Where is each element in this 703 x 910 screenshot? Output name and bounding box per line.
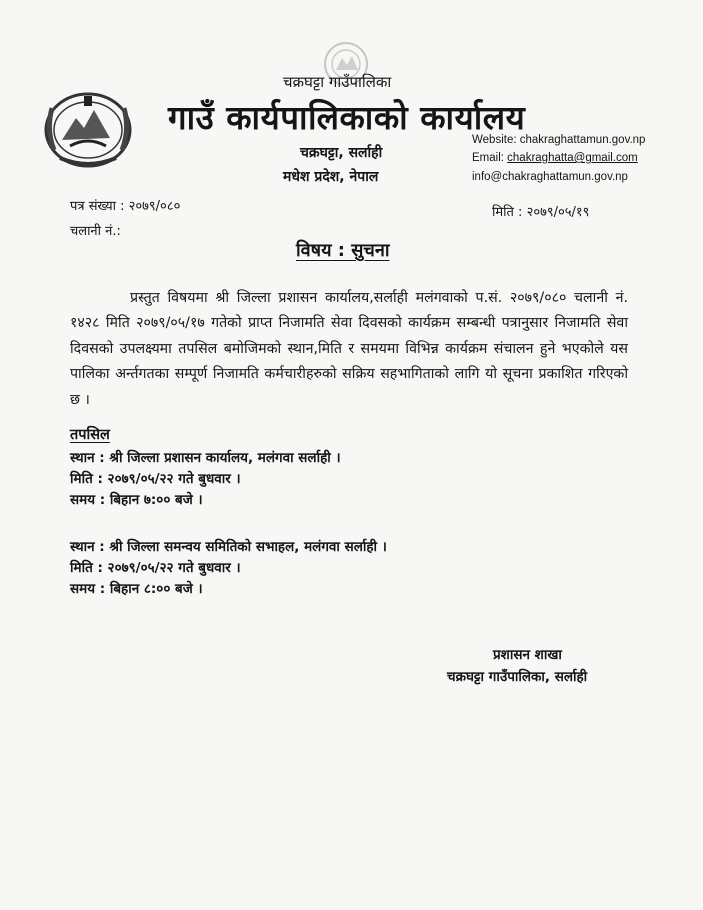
event-time: समय : बिहान ७:०० बजे । [70, 492, 203, 508]
event-group-2 [70, 537, 387, 600]
event-date: मिति : २०७९/०५/२२ गते बुधवार । [70, 471, 241, 487]
info-email[interactable]: info@chakraghattamun.gov.np [472, 171, 628, 183]
event-date: मिति : २०७९/०५/२२ गते बुधवार । [70, 560, 241, 576]
letter-date: मिति : २०७९/०५/१९ [492, 205, 590, 220]
event-group-1 [70, 448, 341, 511]
event-place: स्थान : श्री जिल्ला समन्वय समितिको सभाहल, मलंगवा सर्लाही । [70, 539, 387, 555]
email-label: Email: [472, 152, 508, 164]
subject-heading: विषय : सुचना [296, 240, 390, 261]
email-line [472, 152, 638, 164]
event-time: समय : बिहान ८:०० बजे । [70, 581, 203, 597]
nepal-emblem-icon [40, 88, 136, 170]
email-link[interactable]: chakraghatta@gmail.com [507, 152, 638, 164]
notice-body: प्रस्तुत विषयमा श्री जिल्ला प्रशासन कार्यालय,सर्लाही मलंगवाको प.सं. २०७९/०८० चलानी नं. १४२८ मिति २०७९/०५/१७ गतेको प्राप्त निजामति सेवा दिवसको कार्यक्रम सम्बन्धी पत्रानुसार निजामति सेवा दिवसको उपलक्ष्यमा तपसिल बमोजिमको स्थान,मिति र समयमा विभिन्न कार्यक्रम संचालन हुने भएकोले यस पालिका अर्न्तगतका सम्पूर्ण निजामति कर्मचारीहरुको सक्रिय सहभागिताको लागि यो सूचना प्रकाशित गरिएको छ । [70, 290, 628, 408]
details-heading: तपसिल [70, 427, 110, 443]
address-line-1: चक्रघट्टा, सर्लाही [300, 145, 383, 161]
signature-office: चक्रघट्टा गाउँपालिका, सर्लाही [447, 669, 588, 685]
dispatch-number: चलानी नं.: [70, 224, 121, 239]
event-place: स्थान : श्री जिल्ला प्रशासन कार्यालय, मलंगवा सर्लाही । [70, 450, 341, 466]
letter-reference-number: पत्र संख्या : २०७९/०८० [70, 199, 181, 214]
org-name-small: चक्रघट्टा गाउँपालिका [283, 73, 392, 91]
signature-department: प्रशासन शाखा [493, 647, 562, 663]
website-text: Website: chakraghattamun.gov.np [472, 134, 646, 146]
address-line-2: मधेश प्रदेश, नेपाल [283, 169, 379, 185]
office-title: गाउँ कार्यपालिकाको कार्यालय [168, 98, 526, 137]
